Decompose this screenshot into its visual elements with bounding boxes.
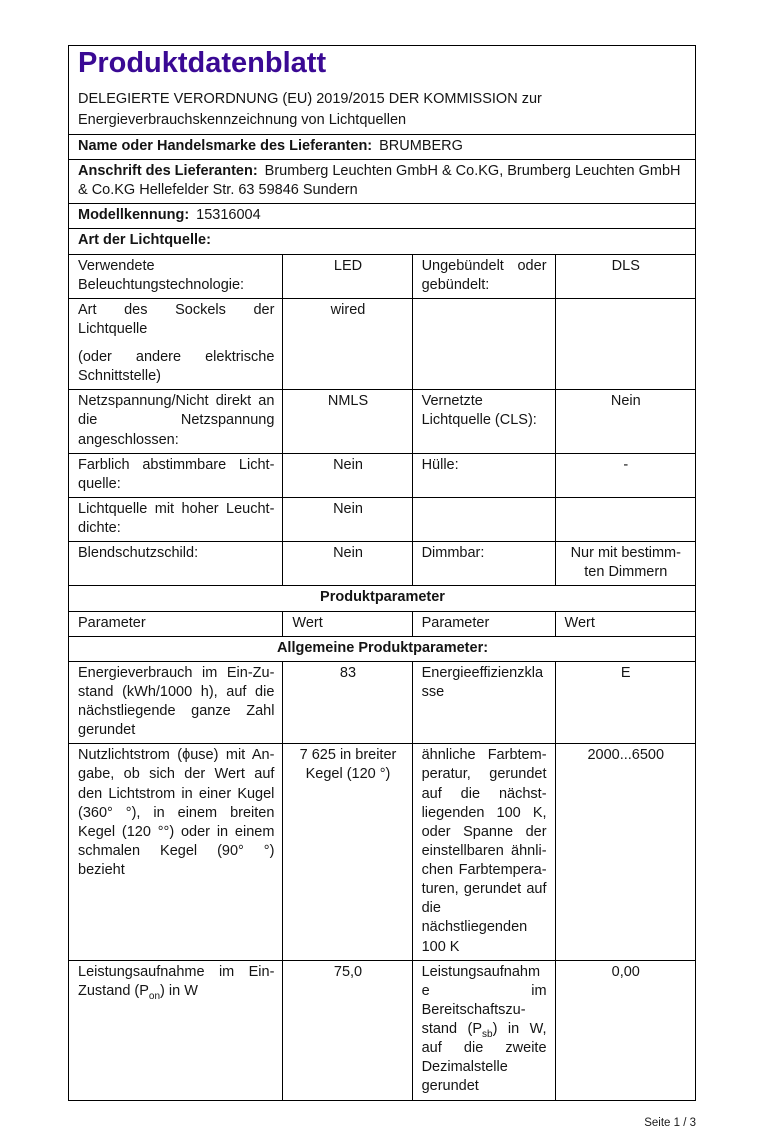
value-cell: Nein [283, 542, 412, 586]
table-row [69, 661, 696, 744]
value-cell: Nein [555, 390, 695, 453]
supplier-address-row [69, 160, 696, 204]
page-title: Produktdatenblatt [78, 47, 327, 79]
subscript-sb: sb [482, 1028, 493, 1040]
subscript-on: on [148, 990, 161, 1002]
param-cell: Hülle: [412, 453, 555, 497]
value-cell: NMLS [283, 390, 412, 453]
value-cell: 0,00 [555, 960, 695, 1100]
param-line-1: Art des Sockels der Lichtquelle [78, 301, 275, 337]
section-row [69, 586, 696, 611]
param-cell: Energieeffizienzklasse [412, 661, 555, 744]
param-line-2: (oder andere elektrische Schnittstelle) [78, 349, 275, 385]
param-cell: Ungebündelt oder gebündelt: [412, 254, 555, 298]
param-cell: Vernetzte Lichtquelle (CLS): [412, 390, 555, 453]
param-cell: Lichtquelle mit hoher Leuchtdichte: [69, 497, 283, 541]
table-row [69, 298, 696, 390]
section-header-allgemeine: Allgemeine Produktparameter: [69, 636, 696, 661]
param-cell [412, 497, 555, 541]
table-row [69, 960, 696, 1100]
value-cell [555, 298, 695, 390]
value-cell: Nein [283, 453, 412, 497]
value-cell: - [555, 453, 695, 497]
table-row [69, 497, 696, 541]
param-cell: Netzspannung/Nicht direkt an die Netzspannung angeschlossen: [69, 390, 283, 453]
value-cell: 83 [283, 661, 412, 744]
title-row [69, 46, 696, 135]
supplier-address-label: Anschrift des Lieferanten: [78, 163, 258, 180]
table-row [69, 453, 696, 497]
supplier-address-value: Brumberg Leuchten GmbH & Co.KG, Brumberg Leuchten GmbH & Co.KG Hellefelder Str. 63 59846 Sundern [78, 163, 681, 199]
param-cell: Dimmbar: [412, 542, 555, 586]
page-subtitle: DELEGIERTE VERORDNUNG (EU) 2019/2015 DER KOMMISSION zur Energieverbrauchskennzeichnung von Lichtquellen [78, 90, 542, 128]
param-cell: Leistungsaufnahme im Ein-Zustand $(P_{on})$ in W [69, 960, 283, 1100]
model-id-label: Modellkennung: [78, 207, 190, 224]
param-cell: Blendschutzschild: [69, 542, 283, 586]
param-cell: Farblich abstimmbare Lichtquelle: [69, 453, 283, 497]
column-header: Wert [555, 611, 695, 636]
param-cell: Leistungsaufnahme im Bereitschaftszustand $(P_{sb})$ in W, auf die zweite Dezimalstelle gerundet [412, 960, 555, 1100]
table-row [69, 390, 696, 453]
param-cell [69, 298, 283, 390]
param-cell: Verwendete Beleuchtungstechnologie: [69, 254, 283, 298]
table-row [69, 254, 696, 298]
value-cell: LED [283, 254, 412, 298]
value-cell: 2000...6500 [555, 744, 695, 960]
light-source-type-label: Art der Lichtquelle: [78, 232, 211, 249]
value-cell: Nein [283, 497, 412, 541]
section-row [69, 636, 696, 661]
column-header: Parameter [412, 611, 555, 636]
param-cell: Energieverbrauch im Ein-Zustand (kWh/1000 h), auf die nächstliegende ganze Zahl gerundet [69, 661, 283, 744]
datasheet-page [68, 45, 696, 1101]
param-cell [412, 298, 555, 390]
page-number: Seite 1 / 3 [644, 1116, 696, 1129]
value-cell: Nur mit bestimmten Dimmern [555, 542, 695, 586]
column-header: Wert [283, 611, 412, 636]
datasheet-table [68, 45, 696, 1101]
value-cell: wired [283, 298, 412, 390]
supplier-name-value: BRUMBERG [379, 137, 463, 154]
supplier-name-label: Name oder Handelsmarke des Lieferanten: [78, 137, 373, 154]
column-header: Parameter [69, 611, 283, 636]
param-cell: Nutzlichtstrom (ϕuse) mit Angabe, ob sich der Wert auf den Lichtstrom in einer Kugel (360° °), in einem breiten Kegel (120 °°) oder in einem schmalen Kegel (90° °) bezieht [69, 744, 283, 960]
value-cell: 7 625 in breiter Kegel (120 °) [283, 744, 412, 960]
table-row [69, 744, 696, 960]
section-header-produktparameter: Produktparameter [69, 586, 696, 611]
light-source-type-row [69, 229, 696, 254]
column-header-row [69, 611, 696, 636]
supplier-name-row [69, 134, 696, 159]
value-cell: 75,0 [283, 960, 412, 1100]
value-cell: E [555, 661, 695, 744]
model-id-row [69, 204, 696, 229]
table-row [69, 542, 696, 586]
param-cell: ähnliche Farbtemperatur, gerundet auf die nächstliegenden 100 K, oder Spanne der einstellbaren ähnlichen Farbtemperaturen, gerundet auf die nächstliegenden 100 K [412, 744, 555, 960]
value-cell [555, 497, 695, 541]
value-cell: DLS [555, 254, 695, 298]
model-id-value: 15316004 [196, 207, 261, 224]
